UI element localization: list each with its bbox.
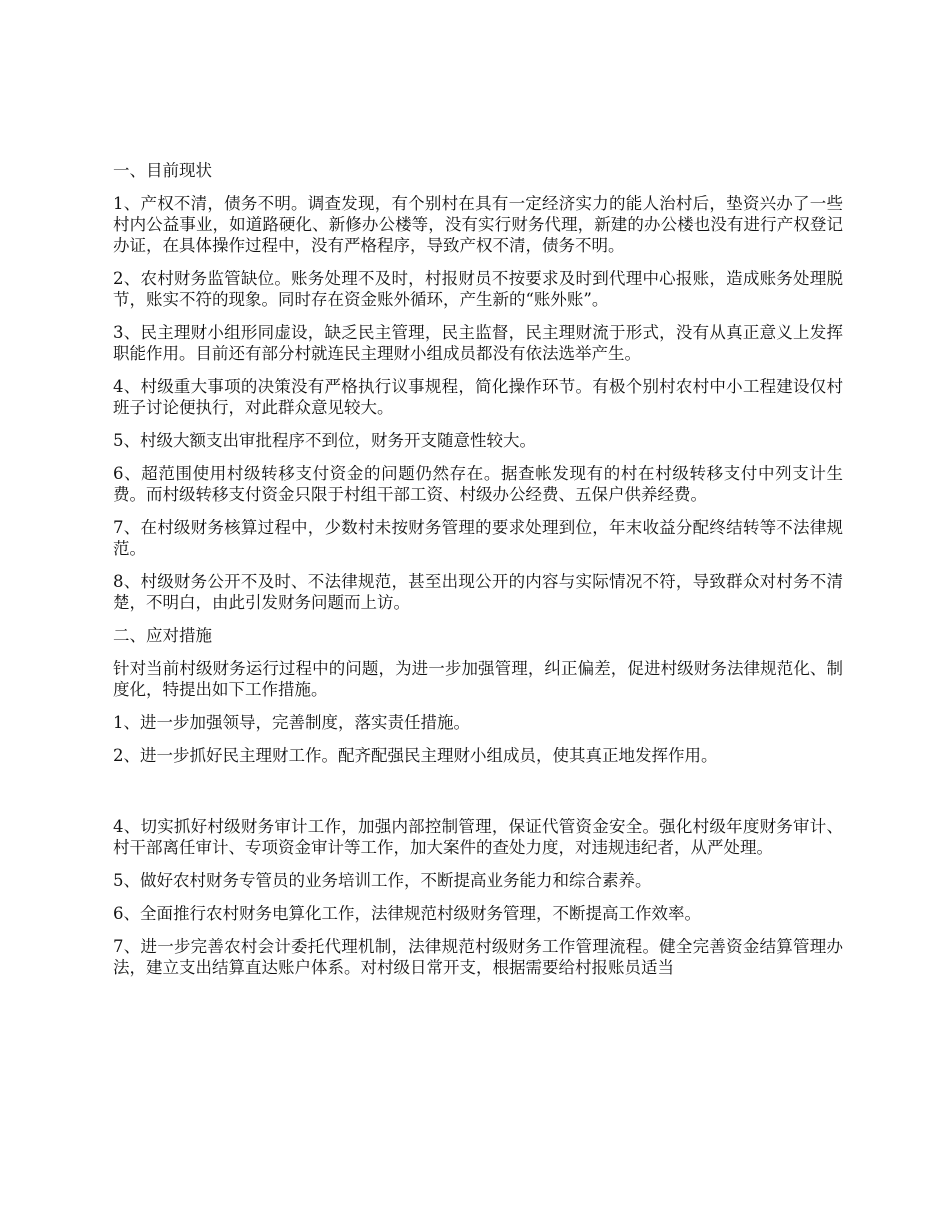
paragraph-4: 4、村级重大事项的决策没有严格执行议事规程，简化操作环节。有极个别村农村中小工程建设仅村班子讨论便执行，对此群众意见较大。: [113, 377, 843, 417]
document-body: [113, 160, 843, 990]
measure-4: 4、切实抓好村级财务审计工作，加强内部控制管理，保证代管资金安全。强化村级年度财务审计、村干部离任审计、专项资金审计等工作，加大案件的查处力度，对违规违纪者，从严处理。: [113, 817, 843, 857]
section-heading-measures: 二、应对措施: [113, 626, 212, 645]
blank-gap: [113, 778, 843, 816]
paragraph-8: 8、村级财务公开不及时、不法律规范，甚至出现公开的内容与实际情况不符，导致群众对村务不清楚，不明白，由此引发财务问题而上访。: [113, 572, 843, 612]
paragraph-2: 2、农村财务监管缺位。账务处理不及时，村报财员不按要求及时到代理中心报账，造成账务处理脱节，账实不符的现象。同时存在资金账外循环，产生新的“账外账”。: [113, 269, 843, 309]
measure-2: 2、进一步抓好民主理财工作。配齐配强民主理财小组成员，使其真正地发挥作用。: [113, 746, 718, 765]
paragraph-1: 1、产权不清，债务不明。调查发现，有个别村在具有一定经济实力的能人治村后，垫资兴办了一些村内公益事业，如道路硬化、新修办公楼等，没有实行财务代理，新建的办公楼也没有进行产权登记办证，在具体操作过程中，没有严格程序，导致产权不清，债务不明。: [113, 194, 843, 255]
measure-1: 1、进一步加强领导，完善制度，落实责任措施。: [113, 713, 470, 732]
measure-7: 7、进一步完善农村会计委托代理机制，法律规范村级财务工作管理流程。健全完善资金结算管理办法，建立支出结算直达账户体系。对村级日常开支，根据需要给村报账员适当: [113, 937, 843, 977]
measures-intro: 针对当前村级财务运行过程中的问题，为进一步加强管理，纠正偏差，促进村级财务法律规范化、制度化，特提出如下工作措施。: [113, 659, 843, 699]
section-heading-current-status: 一、目前现状: [113, 161, 212, 180]
paragraph-7: 7、在村级财务核算过程中，少数村未按财务管理的要求处理到位，年末收益分配终结转等不法律规范。: [113, 518, 843, 558]
paragraph-3: 3、民主理财小组形同虚设，缺乏民主管理，民主监督，民主理财流于形式，没有从真正意义上发挥职能作用。目前还有部分村就连民主理财小组成员都没有依法选举产生。: [113, 323, 843, 363]
paragraph-6: 6、超范围使用村级转移支付资金的问题仍然存在。据查帐发现有的村在村级转移支付中列支计生费。而村级转移支付资金只限于村组干部工资、村级办公经费、五保户供养经费。: [113, 464, 843, 504]
paragraph-5: 5、村级大额支出审批程序不到位，财务开支随意性较大。: [113, 431, 536, 450]
measure-6: 6、全面推行农村财务电算化工作，法律规范村级财务管理，不断提高工作效率。: [113, 904, 701, 923]
measure-5: 5、做好农村财务专管员的业务培训工作，不断提高业务能力和综合素养。: [113, 871, 652, 890]
